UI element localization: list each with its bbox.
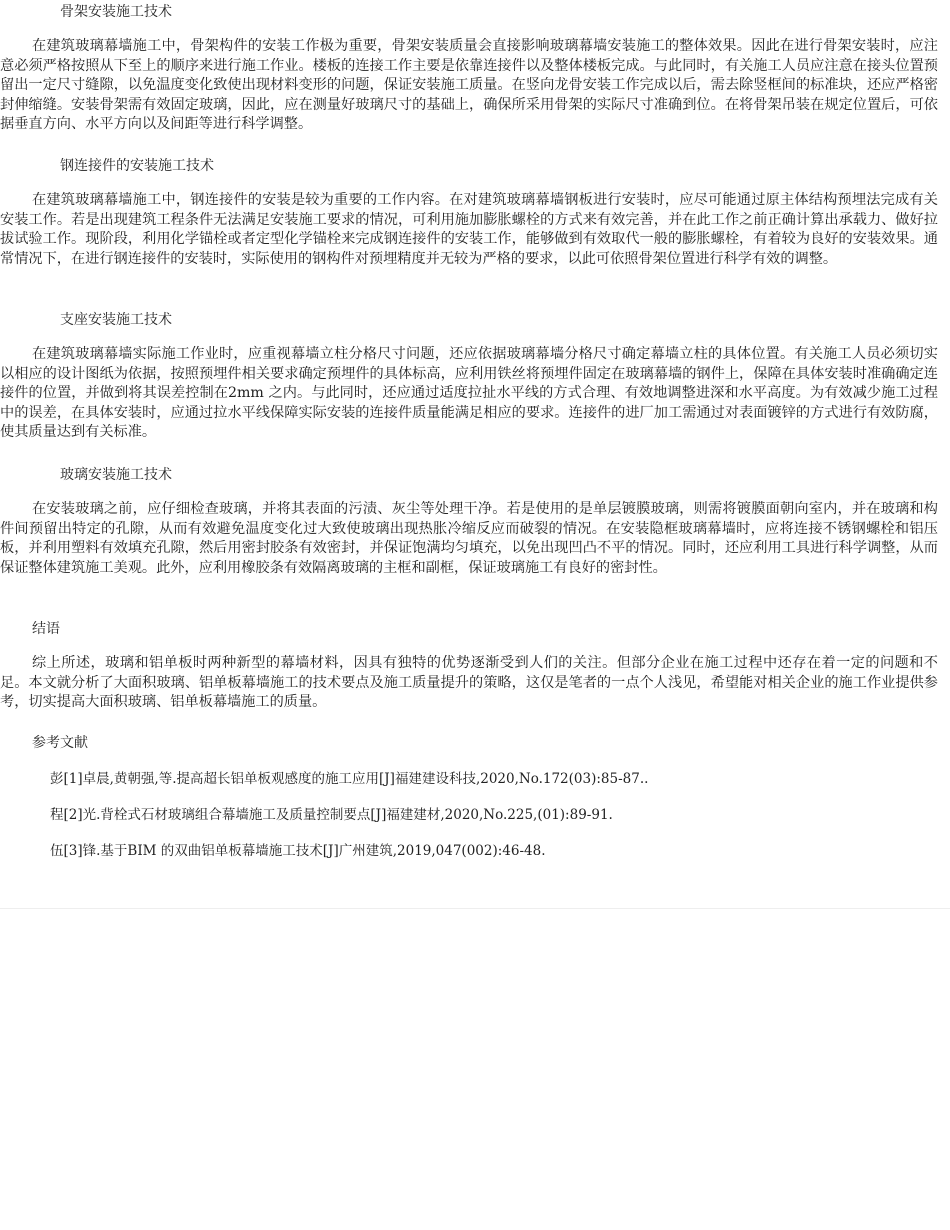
section-heading-steel-connector: 钢连接件的安装施工技术	[60, 158, 214, 174]
section-body-glass: 在安装玻璃之前，应仔细检查玻璃，并将其表面的污渍、灰尘等处理干净。若是使用的是单层镀膜玻璃，则需将镀膜面朝向室内，并在玻璃和构件间预留出特定的孔隙，从而有效避免温度变化过大致使玻璃出现热胀冷缩反应而破裂的情况。在安装隐框玻璃幕墙时，应将连接不锈钢螺栓和铝压板，并利用塑料有效填充孔隙，然后用密封胶条有效密封，并保证饱满均匀填充，以免出现凹凸不平的情况。同时，还应利用工具进行科学调整，从而保证整体建筑施工美观。此外，应利用橡胶条有效隔离玻璃的主框和副框，保证玻璃施工有良好的密封性。	[0, 501, 938, 576]
section-body-support: 在建筑玻璃幕墙实际施工作业时，应重视幕墙立柱分格尺寸问题，还应依据玻璃幕墙分格尺寸确定幕墙立柱的具体位置。有关施工人员必须切实以相应的设计图纸为依据，按照预埋件相关要求确定预埋件的具体标高，应利用铁丝将预埋件固定在玻璃幕墙的钢件上，保障在具体安装时准确确定连接件的位置，并做到将其误差控制在2mm 之内。与此同时，还应通过适度拉扯水平线的方式合理、有效地调整进深和水平高度。为有效减少施工过程中的误差，在具体安装时，应通过拉水平线保障实际安装的连接件质量能满足相应的要求。连接件的进厂加工需通过对表面镀锌的方式进行有效防腐，使其质量达到有关标准。	[0, 346, 938, 440]
section-heading-frame: 骨架安装施工技术	[60, 4, 172, 20]
section-body-conclusion: 综上所述，玻璃和铝单板时两种新型的幕墙材料，因具有独特的优势逐渐受到人们的关注。但部分企业在施工过程中还存在着一定的问题和不足。本文就分析了大面积玻璃、铝单板幕墙施工的技术要点及施工质量提升的策略，这仅是笔者的一点个人浅见，希望能对相关企业的施工作业提供参考，切实提高大面积玻璃、铝单板幕墙施工的质量。	[0, 655, 938, 710]
section-heading-glass: 玻璃安装施工技术	[60, 467, 172, 483]
reference-item: 彭[1]卓晨,黄朝强,等.提高超长铝单板观感度的施工应用[J]福建建设科技,2020,No.172(03):85-87..	[50, 771, 649, 787]
references-heading: 参考文献	[32, 735, 88, 751]
reference-item: 伍[3]锋.基于BIM 的双曲铝单板幕墙施工技术[J]广州建筑,2019,047(002):46-48.	[50, 843, 546, 859]
page-divider	[0, 908, 950, 909]
section-body-frame: 在建筑玻璃幕墙施工中，骨架构件的安装工作极为重要，骨架安装质量会直接影响玻璃幕墙安装施工的整体效果。因此在进行骨架安装时，应注意必须严格按照从下至上的顺序来进行施工作业。楼板的连接工作主要是依靠连接件以及整体楼板完成。与此同时，有关施工人员应注意在接头位置预留出一定尺寸缝隙，以免温度变化致使出现材料变形的问题，保证安装施工质量。在竖向龙骨安装工作完成以后，需去除竖框间的标准块，还应严格密封伸缩缝。安装骨架需有效固定玻璃，因此，应在测量好玻璃尺寸的基础上，确保所采用骨架的实际尺寸准确到位。在将骨架吊装在规定位置后，可依据垂直方向、水平方向以及间距等进行科学调整。	[0, 38, 938, 132]
section-body-steel-connector: 在建筑玻璃幕墙施工中，钢连接件的安装是较为重要的工作内容。在对建筑玻璃幕墙钢板进行安装时，应尽可能通过原主体结构预埋法完成有关安装工作。若是出现建筑工程条件无法满足安装施工要求的情况，可利用施加膨胀螺栓的方式来有效完善，并在此工作之前正确计算出承载力、做好拉拔试验工作。现阶段，利用化学锚栓或者定型化学锚栓来完成钢连接件的安装工作，能够做到有效取代一般的膨胀螺栓，有着较为良好的安装效果。通常情况下，在进行钢连接件的安装时，实际使用的钢构件对预埋精度并无较为严格的要求，以此可依照骨架位置进行科学有效的调整。	[0, 192, 938, 267]
reference-item: 程[2]光.背栓式石材玻璃组合幕墙施工及质量控制要点[J]福建建材,2020,No.225,(01):89-91.	[50, 807, 613, 823]
section-heading-support: 支座安装施工技术	[60, 312, 172, 328]
section-heading-conclusion: 结语	[32, 621, 60, 637]
